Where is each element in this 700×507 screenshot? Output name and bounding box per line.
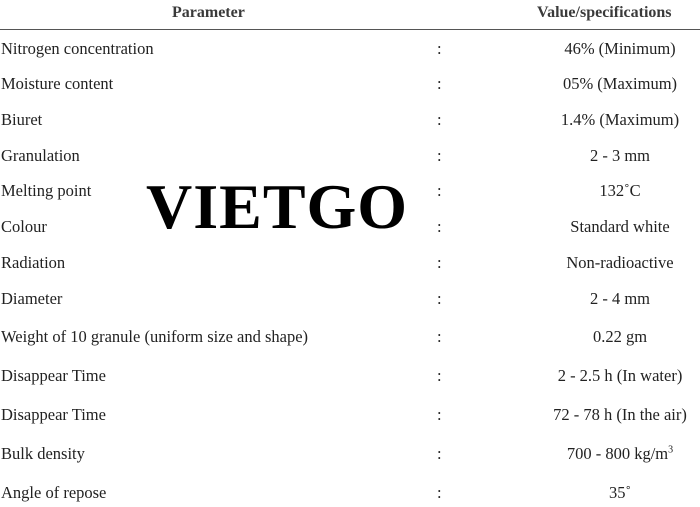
parameter-name: Melting point xyxy=(1,181,92,200)
separator-colon: : xyxy=(437,110,442,129)
table-row xyxy=(0,366,700,390)
parameter-name: Nitrogen concentration xyxy=(1,39,154,58)
separator-colon: : xyxy=(437,146,442,165)
separator-colon: : xyxy=(437,444,442,463)
parameter-name: Granulation xyxy=(1,146,80,165)
table-row xyxy=(0,444,700,468)
parameter-value: 72 - 78 h (In the air) xyxy=(553,405,687,424)
parameter-name: Diameter xyxy=(1,289,63,308)
table-row xyxy=(0,289,700,313)
separator-colon: : xyxy=(437,483,442,502)
parameter-value: 35˚ xyxy=(609,483,631,502)
table-row xyxy=(0,146,700,170)
table-row xyxy=(0,405,700,429)
parameter-column-header: Parameter xyxy=(172,4,245,21)
separator-colon: : xyxy=(437,253,442,272)
parameter-name: Moisture content xyxy=(1,74,114,93)
separator-colon: : xyxy=(437,181,442,200)
separator-colon: : xyxy=(437,217,442,236)
parameter-name: Colour xyxy=(1,217,47,236)
vietgo-watermark: VIETGO xyxy=(146,171,409,242)
parameter-value: 0.22 gm xyxy=(592,327,648,346)
parameter-name: Disappear Time xyxy=(1,366,106,385)
parameter-name: Weight of 10 granule (uniform size and shape) xyxy=(1,327,309,346)
bulk-density-value: 700 - 800 kg/m xyxy=(566,444,669,463)
parameter-name: Radiation xyxy=(1,253,66,272)
value-column-header: Value/specifications xyxy=(537,4,672,21)
separator-colon: : xyxy=(437,366,442,385)
table-row xyxy=(0,74,700,98)
table-row xyxy=(0,327,700,351)
parameter-value: Standard white xyxy=(570,217,670,236)
parameter-name: Disappear Time xyxy=(1,405,106,424)
table-row xyxy=(0,483,700,507)
parameter-value: 2 - 2.5 h (In water) xyxy=(557,366,683,385)
table-row xyxy=(0,110,700,134)
parameter-name: Biuret xyxy=(1,110,43,129)
parameter-value xyxy=(520,444,700,464)
separator-colon: : xyxy=(437,327,442,346)
separator-colon: : xyxy=(437,74,442,93)
parameter-value: 1.4% (Maximum) xyxy=(560,110,680,129)
table-row xyxy=(0,39,700,63)
table-row xyxy=(0,253,700,277)
cubed-superscript: 3 xyxy=(668,444,674,456)
parameter-value: Non-radioactive xyxy=(566,253,674,272)
table-header xyxy=(0,0,700,28)
parameter-name: Angle of repose xyxy=(1,483,107,502)
separator-colon: : xyxy=(437,289,442,308)
parameter-name: Bulk density xyxy=(1,444,85,463)
parameter-value: 2 - 3 mm xyxy=(589,146,651,165)
parameter-value: 46% (Minimum) xyxy=(564,39,676,58)
header-divider xyxy=(0,29,700,30)
parameter-value: 2 - 4 mm xyxy=(589,289,651,308)
separator-colon: : xyxy=(437,405,442,424)
parameter-value: 132˚C xyxy=(599,181,641,200)
separator-colon: : xyxy=(437,39,442,58)
parameter-value: 05% (Maximum) xyxy=(562,74,678,93)
